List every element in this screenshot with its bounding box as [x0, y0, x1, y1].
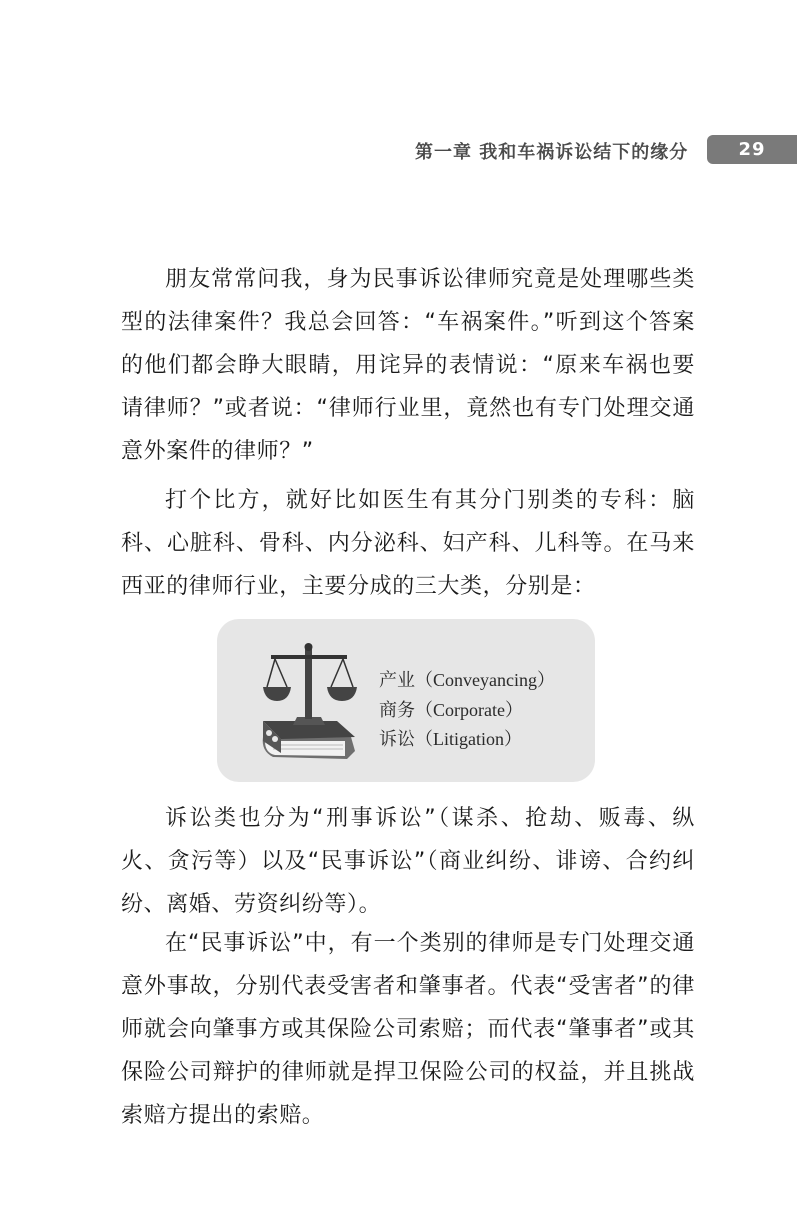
paragraph-1: 朋友常常问我，身为民事诉讼律师究竟是处理哪些类型的法律案件？我总会回答：“车祸案件。”听到这个答案的他们都会睁大眼睛，用诧异的表情说：“原来车祸也要请律师？”或者说：“律师行业里，竟然也有专门处理交通意外案件的律师？” [121, 267, 695, 464]
paragraph-4: 在“民事诉讼”中，有一个类别的律师是专门处理交通意外事故，分别代表受害者和肇事者。代表“受害者”的律师就会向肇事方或其保险公司索赔；而代表“肇事者”或其保险公司辩护的律师就是捍卫保险公司的权益，并且挑战索赔方提出的索赔。 [121, 931, 695, 1128]
category-box [217, 619, 595, 782]
page-number: 29 [707, 135, 797, 164]
category-item: 诉讼（Litigation） [379, 729, 522, 750]
paragraph-2: 打个比方，就好比如医生有其分门别类的专科：脑科、心脏科、骨科、内分泌科、妇产科、儿科等。在马来西亚的律师行业，主要分成的三大类，分别是： [121, 488, 695, 599]
chapter-title: 第一章 我和车祸诉讼结下的缘分 [415, 142, 689, 163]
category-item: 产业（Conveyancing） [379, 670, 555, 691]
category-item: 商务（Corporate） [379, 699, 523, 721]
scales-of-justice-on-book-icon [259, 641, 359, 771]
paragraph-3: 诉讼类也分为“刑事诉讼”（谋杀、抢劫、贩毒、纵火、贪污等）以及“民事诉讼”（商业纠纷、诽谤、合约纠纷、离婚、劳资纠纷等）。 [121, 806, 695, 917]
category-list [379, 666, 555, 755]
